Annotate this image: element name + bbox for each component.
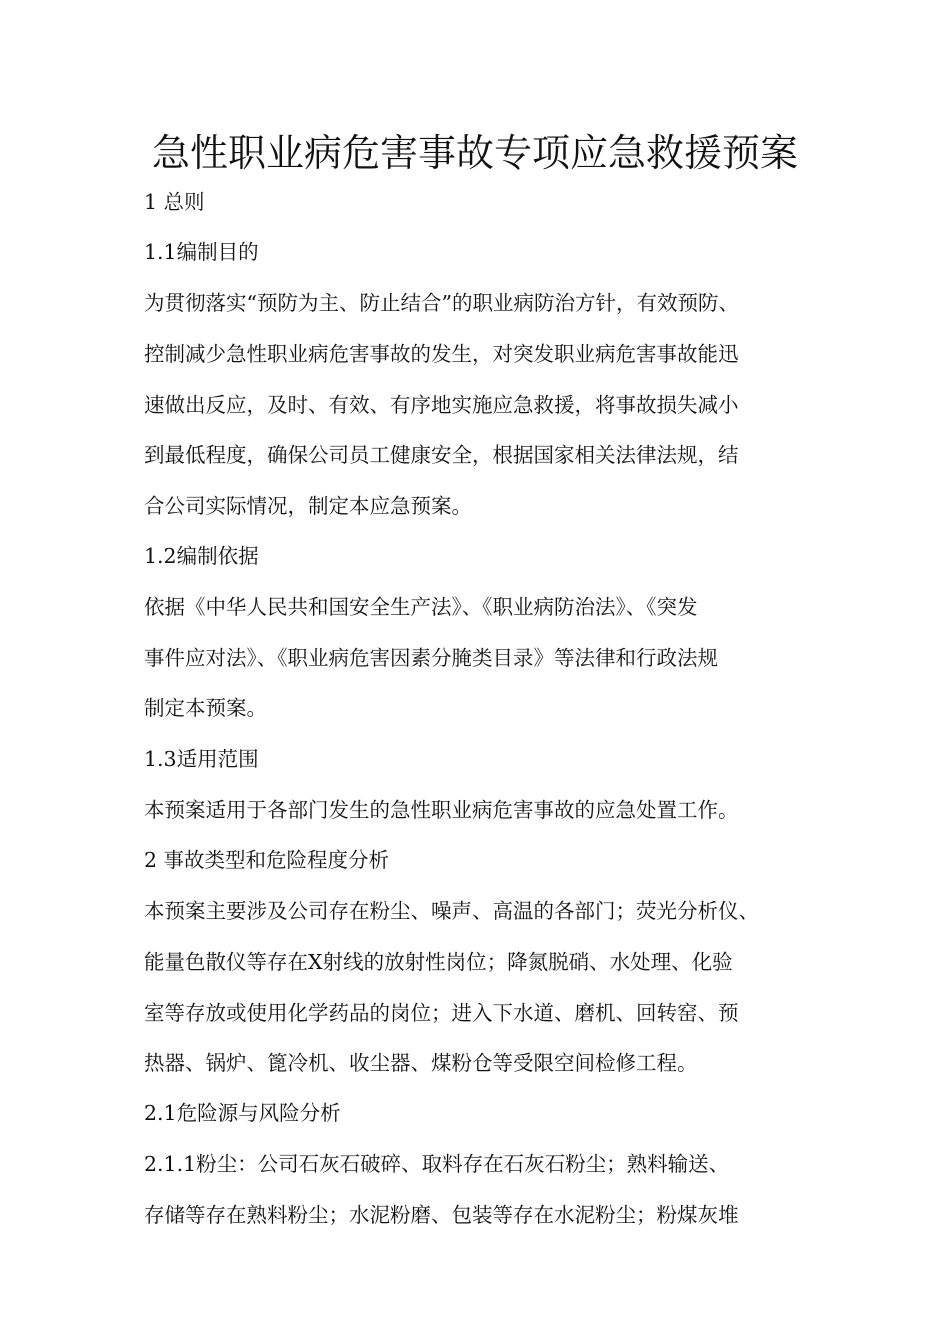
subsection-heading: 2.1危险源与风险分析: [144, 1101, 341, 1125]
paragraph-line: 本预案适用于各部门发生的急性职业病危害事故的应急处置工作。: [144, 798, 739, 822]
paragraph-line: 室等存放或使用化学药品的岗位；进入下水道、磨机、回转窑、预: [144, 1001, 739, 1025]
paragraph-line: 存储等存在熟料粉尘；水泥粉磨、包装等存在水泥粉尘；粉煤灰堆: [144, 1203, 739, 1227]
paragraph-line: 事件应对法》、《职业病危害因素分腌类目录》等法律和行政法规: [144, 646, 718, 670]
paragraph-line: 热器、锅炉、篦冷机、收尘器、煤粉仓等受限空间检修工程。: [144, 1051, 698, 1075]
section-heading: 1 总则: [144, 190, 205, 214]
paragraph-line: 为贯彻落实“预防为主、防止结合”的职业病防治方针，有效预防、: [144, 291, 739, 315]
paragraph-line: 本预案主要涉及公司存在粉尘、噪声、高温的各部门；荧光分析仪、: [144, 899, 759, 923]
subsection-heading: 1.2编制依据: [144, 544, 259, 568]
subsection-heading: 1.1编制目的: [144, 240, 259, 264]
paragraph-line: 能量色散仪等存在X射线的放射性岗位；降氮脱硝、水处理、化验: [144, 950, 733, 974]
paragraph-line: 制定本预案。: [144, 696, 267, 720]
paragraph-line: 依据《中华人民共和国安全生产法》、《职业病防治法》、《突发: [144, 595, 698, 619]
paragraph-line: 合公司实际情况，制定本应急预案。: [144, 494, 472, 518]
paragraph-line: 到最低程度，确保公司员工健康安全，根据国家相关法律法规，结: [144, 443, 739, 467]
paragraph-line: 控制减少急性职业病危害事故的发生，对突发职业病危害事故能迅: [144, 342, 739, 366]
section-heading: 2 事故类型和危险程度分析: [144, 848, 390, 872]
document-title: 急性职业病危害事故专项应急救援预案: [151, 131, 798, 175]
paragraph-line: 速做出反应，及时、有效、有序地实施应急救援，将事故损失减小: [144, 393, 739, 417]
subsection-heading: 1.3适用范围: [144, 747, 259, 771]
paragraph-line: 2.1.1粉尘：公司石灰石破碎、取料存在石灰石粉尘；熟料输送、: [144, 1152, 730, 1176]
